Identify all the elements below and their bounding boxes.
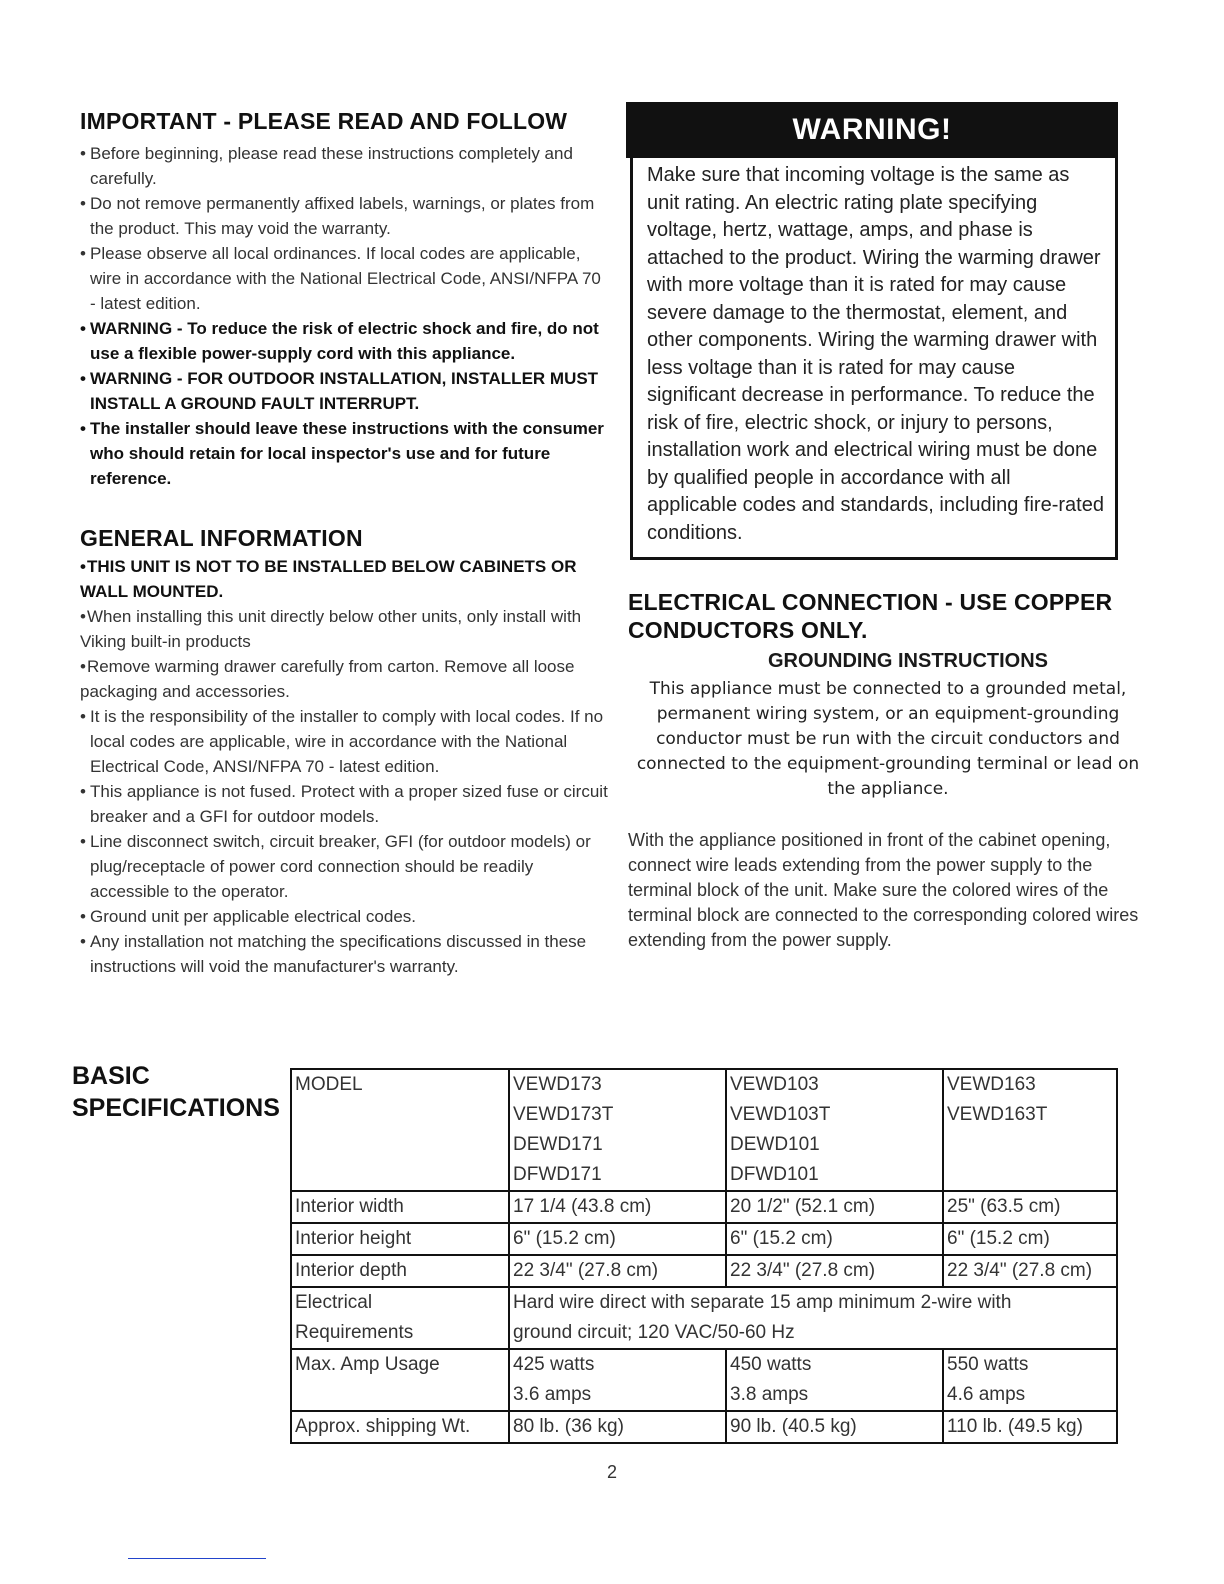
cell-line: 425 watts (513, 1354, 595, 1375)
cell-line: 3.8 amps (730, 1384, 809, 1405)
table-cell (291, 1287, 509, 1349)
model-code: VEWD163 (947, 1074, 1036, 1095)
table-cell: 6" (15.2 cm) (509, 1223, 726, 1255)
model-code: VEWD103T (730, 1104, 831, 1125)
list-item: • Ground unit per applicable electrical codes. (80, 904, 610, 929)
table-cell (509, 1069, 726, 1191)
grounding-title: GROUNDING INSTRUCTIONS (768, 650, 1048, 672)
cell-line: Hard wire direct with separate 15 amp minimum 2-wire with (513, 1292, 1012, 1313)
list-item: • Line disconnect switch, circuit breaker, GFI (for outdoor models) or plug/receptacle of power cord connection should be readily accessible to the operator. (80, 829, 610, 904)
table-cell (726, 1349, 943, 1411)
table-cell: 22 3/4" (27.8 cm) (509, 1255, 726, 1287)
list-item: • THIS UNIT IS NOT TO BE INSTALLED BELOW CABINETS OR WALL MOUNTED. (80, 554, 610, 604)
footer-rule (128, 1558, 266, 1559)
warning-text: Make sure that incoming voltage is the same as unit rating. An electric rating plate specifying voltage, hertz, wattage, amps, and phase is attached to the product. Wiring the warming drawer with more voltage than it is rated for may cause severe damage to the thermostat, element, and other components. Wiring the warming drawer with less voltage than it is rated for may cause significant decrease in performance. To reduce the risk of fire, electric shock, or injury to persons, installation work and electrical wiring must be done by qualified people in accordance with all applicable codes and standards, including fire-rated conditions. (647, 164, 1104, 544)
model-code: VEWD173 (513, 1074, 602, 1095)
list-item: • The installer should leave these instructions with the consumer who should retain for local inspector's use and for future reference. (80, 416, 610, 491)
table-cell: Interior width (291, 1191, 509, 1223)
table-cell: 17 1/4 (43.8 cm) (509, 1191, 726, 1223)
table-cell (509, 1287, 1117, 1349)
table-row (291, 1069, 1117, 1191)
model-code: DFWD171 (513, 1164, 602, 1185)
model-code: VEWD103 (730, 1074, 819, 1095)
spec-label-line: BASIC (72, 1062, 150, 1090)
table-row (291, 1411, 1117, 1443)
cell-line: Requirements (295, 1322, 414, 1343)
list-item: • It is the responsibility of the installer to comply with local codes. If no local codes are applicable, wire in accordance with the National Electrical Code, ANSI/NFPA 70 - latest edition. (80, 704, 610, 779)
model-code: DFWD101 (730, 1164, 819, 1185)
model-code: VEWD163T (947, 1104, 1048, 1125)
table-cell: Interior height (291, 1223, 509, 1255)
table-cell (726, 1069, 943, 1191)
general-section (80, 525, 610, 979)
warning-heading: WARNING! (626, 102, 1118, 158)
cell-line: 450 watts (730, 1354, 812, 1375)
list-item: • Any installation not matching the specifications discussed in these instructions will void the manufacturer's warranty. (80, 929, 610, 979)
table-cell: Max. Amp Usage (291, 1349, 509, 1411)
table-cell: Interior depth (291, 1255, 509, 1287)
model-code: DEWD171 (513, 1134, 603, 1155)
table-cell: 22 3/4" (27.8 cm) (726, 1255, 943, 1287)
list-item: • This appliance is not fused. Protect with a proper sized fuse or circuit breaker and a GFI for outdoor models. (80, 779, 610, 829)
table-cell: 20 1/2" (52.1 cm) (726, 1191, 943, 1223)
electrical-title: ELECTRICAL CONNECTION - USE COPPER CONDUCTORS ONLY. (628, 589, 1113, 643)
table-cell (509, 1349, 726, 1411)
table-cell: 6" (15.2 cm) (943, 1223, 1117, 1255)
connection-text: With the appliance positioned in front of the cabinet opening, connect wire leads extending from the power supply to the terminal block of the unit. Make sure the colored wires of the terminal block are connected to the corresponding colored wires extending from the power supply. (628, 830, 1139, 950)
table-cell (943, 1069, 1117, 1191)
important-list (80, 141, 610, 491)
general-list (80, 554, 610, 979)
specifications-table (290, 1068, 1118, 1444)
table-row (291, 1349, 1117, 1411)
list-item: • Remove warming drawer carefully from carton. Remove all loose packaging and accessories. (80, 654, 610, 704)
list-item: • Please observe all local ordinances. If local codes are applicable, wire in accordance with the National Electrical Code, ANSI/NFPA 70 - latest edition. (80, 241, 610, 316)
table-cell: 80 lb. (36 kg) (509, 1411, 726, 1443)
model-code: DEWD101 (730, 1134, 820, 1155)
important-section (80, 108, 610, 491)
table-row (291, 1255, 1117, 1287)
specifications-label (72, 1060, 280, 1124)
list-item: • When installing this unit directly below other units, only install with Viking built-in products (80, 604, 610, 654)
spec-label-line: SPECIFICATIONS (72, 1094, 280, 1122)
left-column (80, 108, 610, 979)
table-cell: MODEL (291, 1069, 509, 1191)
table-row (291, 1223, 1117, 1255)
grounding-text: This appliance must be connected to a grounded metal, permanent wiring system, or an equipment-grounding conductor must be run with the circuit conductors and connected to the equipment-grounding terminal or lead on the appliance. (636, 679, 1140, 799)
page-number: 2 (606, 1462, 617, 1482)
table-cell: 110 lb. (49.5 kg) (943, 1411, 1117, 1443)
cell-line: Electrical (295, 1292, 373, 1313)
cell-line: ground circuit; 120 VAC/50-60 Hz (513, 1322, 795, 1343)
general-title: GENERAL INFORMATION (80, 525, 363, 551)
table-row (291, 1191, 1117, 1223)
table-row (291, 1287, 1117, 1349)
table-cell (943, 1349, 1117, 1411)
cell-line: 550 watts (947, 1354, 1029, 1375)
list-item: • WARNING - To reduce the risk of electric shock and fire, do not use a flexible power-supply cord with this appliance. (80, 316, 610, 366)
list-item: • Do not remove permanently affixed labels, warnings, or plates from the product. This may void the warranty. (80, 191, 610, 241)
list-item: • Before beginning, please read these instructions completely and carefully. (80, 141, 610, 191)
table-cell: 90 lb. (40.5 kg) (726, 1411, 943, 1443)
important-title: IMPORTANT - PLEASE READ AND FOLLOW (80, 108, 568, 134)
cell-line: 4.6 amps (947, 1384, 1026, 1405)
list-item: • WARNING - FOR OUTDOOR INSTALLATION, INSTALLER MUST INSTALL A GROUND FAULT INTERRUPT. (80, 366, 610, 416)
table-cell: 25" (63.5 cm) (943, 1191, 1117, 1223)
cell-line: 3.6 amps (513, 1384, 592, 1405)
table-cell: Approx. shipping Wt. (291, 1411, 509, 1443)
warning-box (630, 158, 1118, 560)
right-column (628, 102, 1148, 953)
table-cell: 22 3/4" (27.8 cm) (943, 1255, 1117, 1287)
table-cell: 6" (15.2 cm) (726, 1223, 943, 1255)
model-code: VEWD173T (513, 1104, 614, 1125)
